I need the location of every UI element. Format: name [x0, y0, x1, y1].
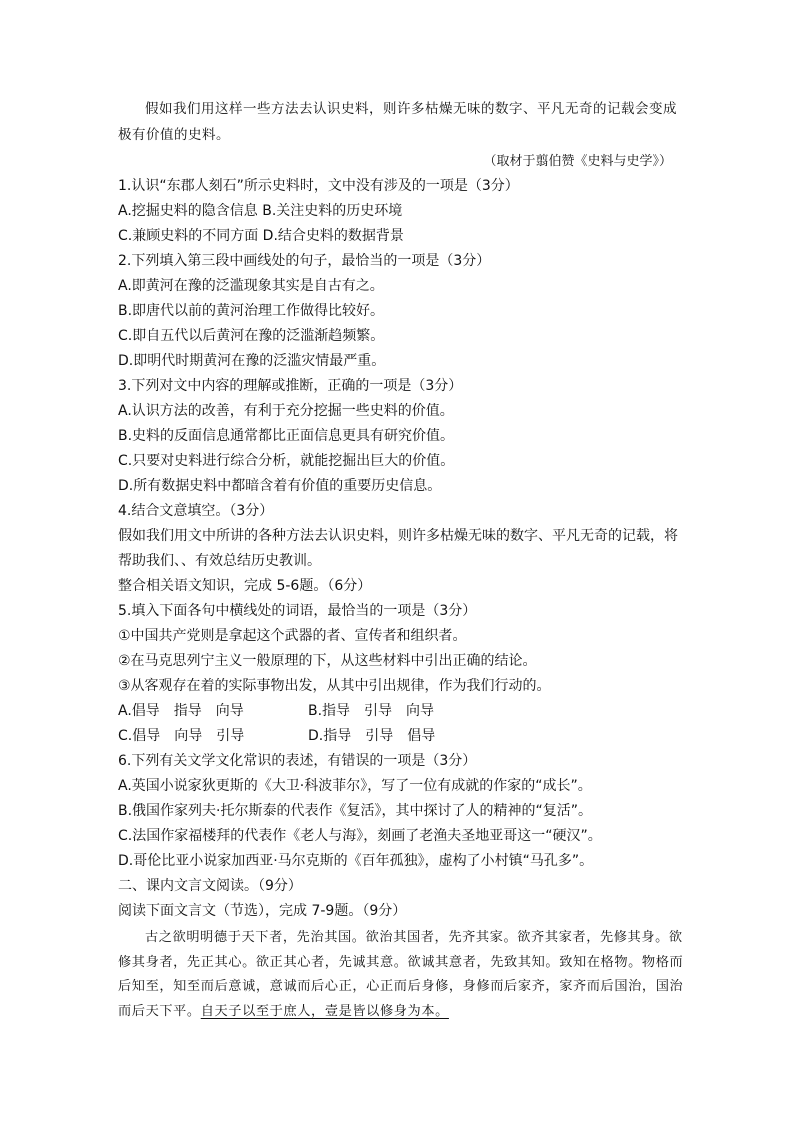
source-citation: （取材于翦伯赞《史料与史学》）	[483, 154, 672, 169]
passage-text: 古之欲明明德于天下者，先治其国。欲治其国者，先齐其家。欲齐其家者，先修其身。欲修其身者，先正其心。欲正其心者，先诚其意。欲诚其意者，先致其知。致知在格物。物格而后知至，知至而后意诚，意诚而后心正，心正而后身修，身修而后家齐，家齐而后国治，国治而后天下平。	[118, 930, 684, 1019]
q6-option-a: A.英国小说家狄更斯的《大卫·科波菲尔》，写了一位有成就的作家的“成长”。	[118, 778, 592, 794]
q3-option-a: A.认识方法的改善，有利于充分挖掘一些史料的价值。	[118, 403, 454, 419]
q3-option-b: B.史料的反面信息通常都比正面信息更具有研究价值。	[118, 428, 455, 444]
q2-option-d: D.即明代时期黄河在豫的泛滥灾情最严重。	[118, 353, 386, 369]
q6-option-c: C.法国作家福楼拜的代表作《老人与海》，刻画了老渔夫圣地亚哥这一“硬汉”。	[118, 828, 602, 844]
q3-option-c: C.只要对史料进行综合分析，就能挖掘出巨大的价值。	[118, 453, 455, 469]
q4-line-2: 帮助我们、、有效总结历史教训。	[118, 553, 321, 569]
q5-sentence-2: ②在马克思列宁主义一般原理的下，从这些材料中引出正确的结论。	[118, 653, 537, 669]
q3-option-d: D.所有数据史料中都暗含着有价值的重要历史信息。	[118, 478, 442, 494]
q6-stem: 6.下列有关文学文化常识的表述，有错误的一项是（3分）	[118, 753, 477, 769]
q4-stem: 4.结合文意填空。（3分）	[118, 503, 274, 519]
q5-option-a: A.倡导 指导 向导	[118, 703, 244, 719]
q5-sentence-3: ③从客观存在着的实际事物出发，从其中引出规律，作为我们行动的。	[118, 678, 551, 694]
q2-option-c: C.即自五代以后黄河在豫的泛滥渐趋频繁。	[118, 328, 385, 344]
q2-option-b: B.即唐代以前的黄河治理工作做得比较好。	[118, 303, 385, 319]
q2-stem: 2.下列填入第三段中画线处的句子，最恰当的一项是（3分）	[118, 253, 491, 269]
passage-underlined-text: 自天子以至于庶人，壹是皆以修身为本。	[200, 1003, 449, 1019]
q1-options-cd: C.兼顾史料的不同方面 D.结合史料的数据背景	[118, 228, 404, 244]
q5-option-b: B.指导 引导 向导	[308, 703, 435, 719]
intro-paragraph	[118, 96, 684, 148]
q6-option-d: D.哥伦比亚小说家加西亚·马尔克斯的《百年孤独》，虚构了小村镇“马孔多”。	[118, 853, 594, 869]
q5-sentence-1: ①中国共产党则是拿起这个武器的者、宣传者和组织者。	[118, 628, 467, 644]
q5-stem: 5.填入下面各句中横线处的词语，最恰当的一项是（3分）	[118, 603, 477, 619]
section2-instruction: 阅读下面文言文（节选），完成 7-9题。（9分）	[118, 903, 407, 919]
q3-stem: 3.下列对文中内容的理解或推断，正确的一项是（3分）	[118, 378, 463, 394]
section-note: 整合相关语文知识，完成 5-6题。（6分）	[118, 578, 372, 594]
classical-passage	[118, 926, 684, 1024]
q5-option-d: D.指导 引导 倡导	[308, 728, 436, 744]
q2-option-a: A.即黄河在豫的泛滥现象其实是自古有之。	[118, 278, 384, 294]
question-block	[118, 174, 684, 1024]
q5-option-c: C.倡导 向导 引导	[118, 728, 245, 744]
q5-options-row-1	[118, 699, 684, 724]
section2-heading: 二、课内文言文阅读。（9分）	[118, 878, 302, 894]
q5-options-row-2	[118, 724, 684, 749]
q1-options-ab: A.挖掘史料的隐含信息 B.关注史料的历史环境	[118, 203, 403, 219]
q6-option-b: B.俄国作家列夫·托尔斯泰的代表作《复活》，其中探讨了人的精神的“复活”。	[118, 803, 593, 819]
intro-text: 假如我们用这样一些方法去认识史料，则许多枯燥无味的数字、平凡无奇的记载会变成极有价值的史料。	[118, 101, 677, 143]
q4-line-1: 假如我们用文中所讲的各种方法去认识史料，则许多枯燥无味的数字、平凡无奇的记载，将	[118, 528, 678, 544]
q1-stem: 1.认识“东郡人刻石”所示史料时，文中没有涉及的一项是（3分）	[118, 178, 519, 194]
